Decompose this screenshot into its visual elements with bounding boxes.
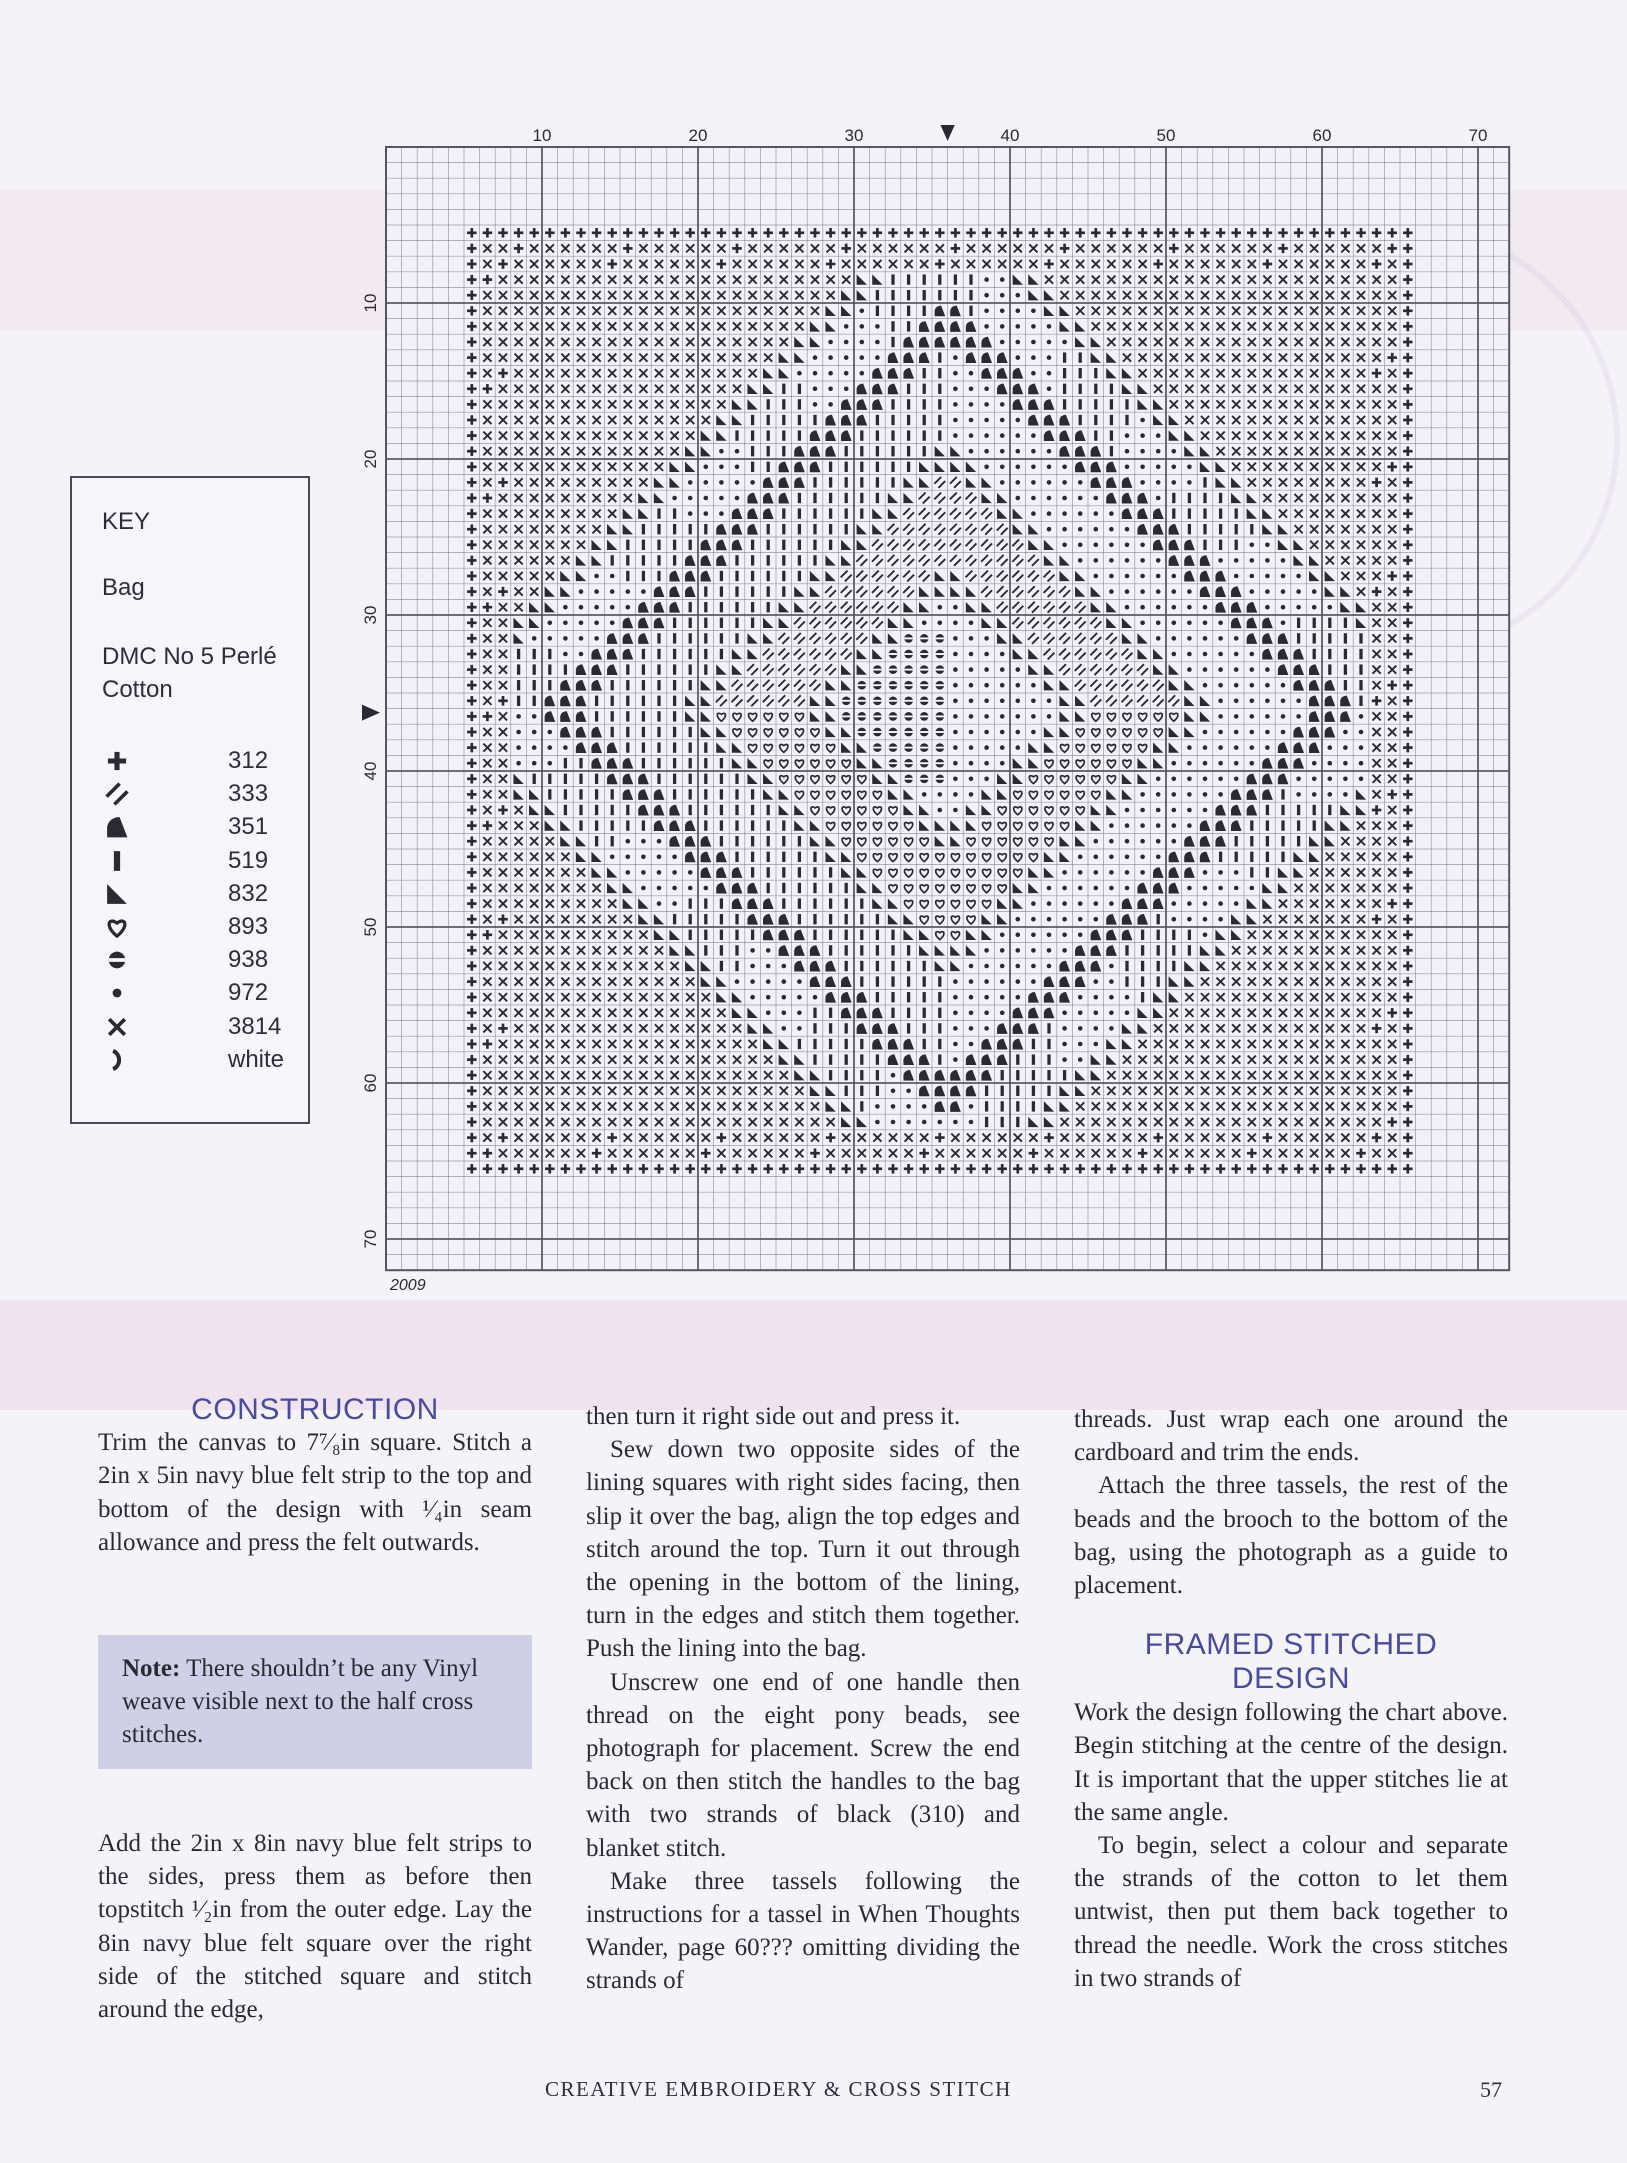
key-code: 893 bbox=[228, 913, 269, 940]
top-axis-label: 50 bbox=[1156, 126, 1176, 145]
key-item-name: Bag bbox=[102, 574, 145, 601]
construction-paragraph-1: Trim the canvas to 7⁷⁄₈in square. Stitch a 2in x 5in navy blue felt strip to the top and bottom of the design with ¹⁄₄in seam allowance and press the felt outwards. bbox=[98, 1429, 532, 1556]
heading-construction: CONSTRUCTION bbox=[191, 1393, 439, 1426]
column-3 bbox=[1074, 1403, 1508, 1995]
column-1 bbox=[98, 1393, 532, 1559]
top-axis-label: 10 bbox=[532, 126, 552, 145]
key-entry-832 bbox=[100, 879, 300, 909]
key-code: 312 bbox=[228, 747, 269, 774]
top-axis-label: 30 bbox=[844, 126, 864, 145]
top-axis-label: 60 bbox=[1312, 126, 1332, 145]
heart-symbol-icon bbox=[100, 912, 136, 942]
key-entry-938 bbox=[100, 945, 300, 975]
left-axis-label: 20 bbox=[361, 449, 380, 469]
key-entry-white bbox=[100, 1045, 300, 1075]
cross-symbol-icon bbox=[100, 1012, 136, 1042]
key-entry-333 bbox=[100, 779, 300, 809]
column-2-paragraph-1: then turn it right side out and press it. bbox=[586, 1403, 961, 1430]
key-title: KEY bbox=[102, 508, 151, 535]
vertical-bar-symbol-icon bbox=[100, 846, 136, 876]
key-entry-519 bbox=[100, 846, 300, 876]
top-axis-label: 40 bbox=[1000, 126, 1020, 145]
split-circle-symbol-icon bbox=[100, 945, 136, 975]
key-thread-type: DMC No 5 Perlé Cotton bbox=[102, 643, 277, 703]
column-3-paragraph-4: To begin, select a colour and separate the strands of the cotton to let them untwist, then put them back together to thread the needle. Work the cross stitches in two strands of bbox=[1074, 1832, 1508, 1992]
center-marker-top-icon bbox=[940, 125, 956, 141]
key-code: 519 bbox=[228, 846, 269, 874]
column-2-paragraph-4: Make three tassels following the instructions for a tassel in When Thoughts Wander, page 60??? omitting dividing the strands of bbox=[586, 1867, 1020, 1995]
column-2-paragraph-3: Unscrew one end of one handle then thread on the eight pony beads, see photograph for placement. Screw the end back on then stitch the handles to the bag with two strands of black (310) and blanket stitch. bbox=[586, 1668, 1020, 1862]
key-code: 938 bbox=[228, 946, 269, 974]
left-axis-label: 40 bbox=[361, 761, 380, 781]
top-axis-label: 70 bbox=[1468, 126, 1488, 145]
column-3-paragraph-3: Work the design following the chart above. Begin stitching at the centre of the design. It is important that the upper stitches lie at the same angle. bbox=[1074, 1699, 1508, 1826]
half-triangle-symbol-icon bbox=[100, 879, 136, 909]
note-body: There shouldn’t be any Vinyl weave visible next to the half cross stitches. bbox=[122, 1655, 479, 1748]
column-2-paragraph-2: Sew down two opposite sides of the lining squares with right sides facing, then slip it over the bag, align the top edges and stitch around the top. Turn it out through the opening in the bottom of the lining, turn in the edges and stitch them together. Push the lining into the bag. bbox=[586, 1436, 1020, 1663]
note-label: Note: bbox=[122, 1655, 181, 1682]
key-entry-972 bbox=[100, 978, 300, 1008]
dot-symbol-icon bbox=[100, 978, 136, 1008]
left-axis-label: 10 bbox=[361, 293, 380, 313]
chart-year: 2009 bbox=[390, 1277, 426, 1295]
double-slash-symbol-icon bbox=[100, 779, 136, 809]
column-1-continued bbox=[98, 1827, 532, 2026]
left-axis-label: 60 bbox=[361, 1073, 380, 1093]
key-entry-3814 bbox=[100, 1012, 300, 1042]
note-box bbox=[98, 1635, 532, 1769]
key-entry-351 bbox=[100, 812, 300, 842]
chart-grid-svg bbox=[360, 125, 1520, 1305]
key-code: 972 bbox=[228, 979, 269, 1007]
left-axis-label: 30 bbox=[361, 605, 380, 625]
footer-page-number: 57 bbox=[1480, 2077, 1502, 2102]
key-code: white bbox=[228, 1045, 285, 1073]
heading-framed-line-1: FRAMED STITCHED bbox=[1144, 1628, 1438, 1662]
chart-grid-lines bbox=[386, 147, 1509, 1270]
key-code: 333 bbox=[228, 780, 269, 808]
heading-framed-stitched-design bbox=[1074, 1628, 1508, 1696]
heading-framed-line-2: DESIGN bbox=[1231, 1662, 1351, 1696]
top-axis-label: 20 bbox=[688, 126, 708, 145]
column-3-paragraph-2: Attach the three tassels, the rest of the beads and the brooch to the bottom of the bag, using the photograph as a guide to placement. bbox=[1074, 1472, 1508, 1600]
key-code: 832 bbox=[228, 879, 269, 907]
plus-symbol-icon bbox=[100, 746, 136, 776]
key-entry-893 bbox=[100, 912, 300, 942]
center-marker-left-icon bbox=[362, 705, 380, 721]
footer-magazine-title: CREATIVE EMBROIDERY & CROSS STITCH bbox=[545, 2077, 1012, 2101]
left-axis-label: 70 bbox=[361, 1229, 380, 1249]
construction-paragraph-2: Add the 2in x 8in navy blue felt strips to the sides, press them as before then topstitch ¹⁄₂in from the outer edge. Lay the 8in navy blue felt square over the right side of the stitched square and stitch around the edge, bbox=[98, 1830, 532, 2024]
key-code: 3814 bbox=[228, 1012, 282, 1040]
key-code: 351 bbox=[228, 813, 269, 841]
key-entry-312 bbox=[100, 746, 300, 776]
left-axis-label: 50 bbox=[361, 917, 380, 937]
crescent-symbol-icon bbox=[100, 1045, 136, 1075]
note-text bbox=[122, 1652, 514, 1751]
cross-stitch-chart bbox=[360, 125, 1520, 1305]
key-box bbox=[70, 476, 310, 1124]
column-2 bbox=[586, 1400, 1020, 1998]
quarter-arc-symbol-icon bbox=[100, 812, 136, 842]
column-3-paragraph-1: threads. Just wrap each one around the cardboard and trim the ends. bbox=[1074, 1406, 1508, 1467]
